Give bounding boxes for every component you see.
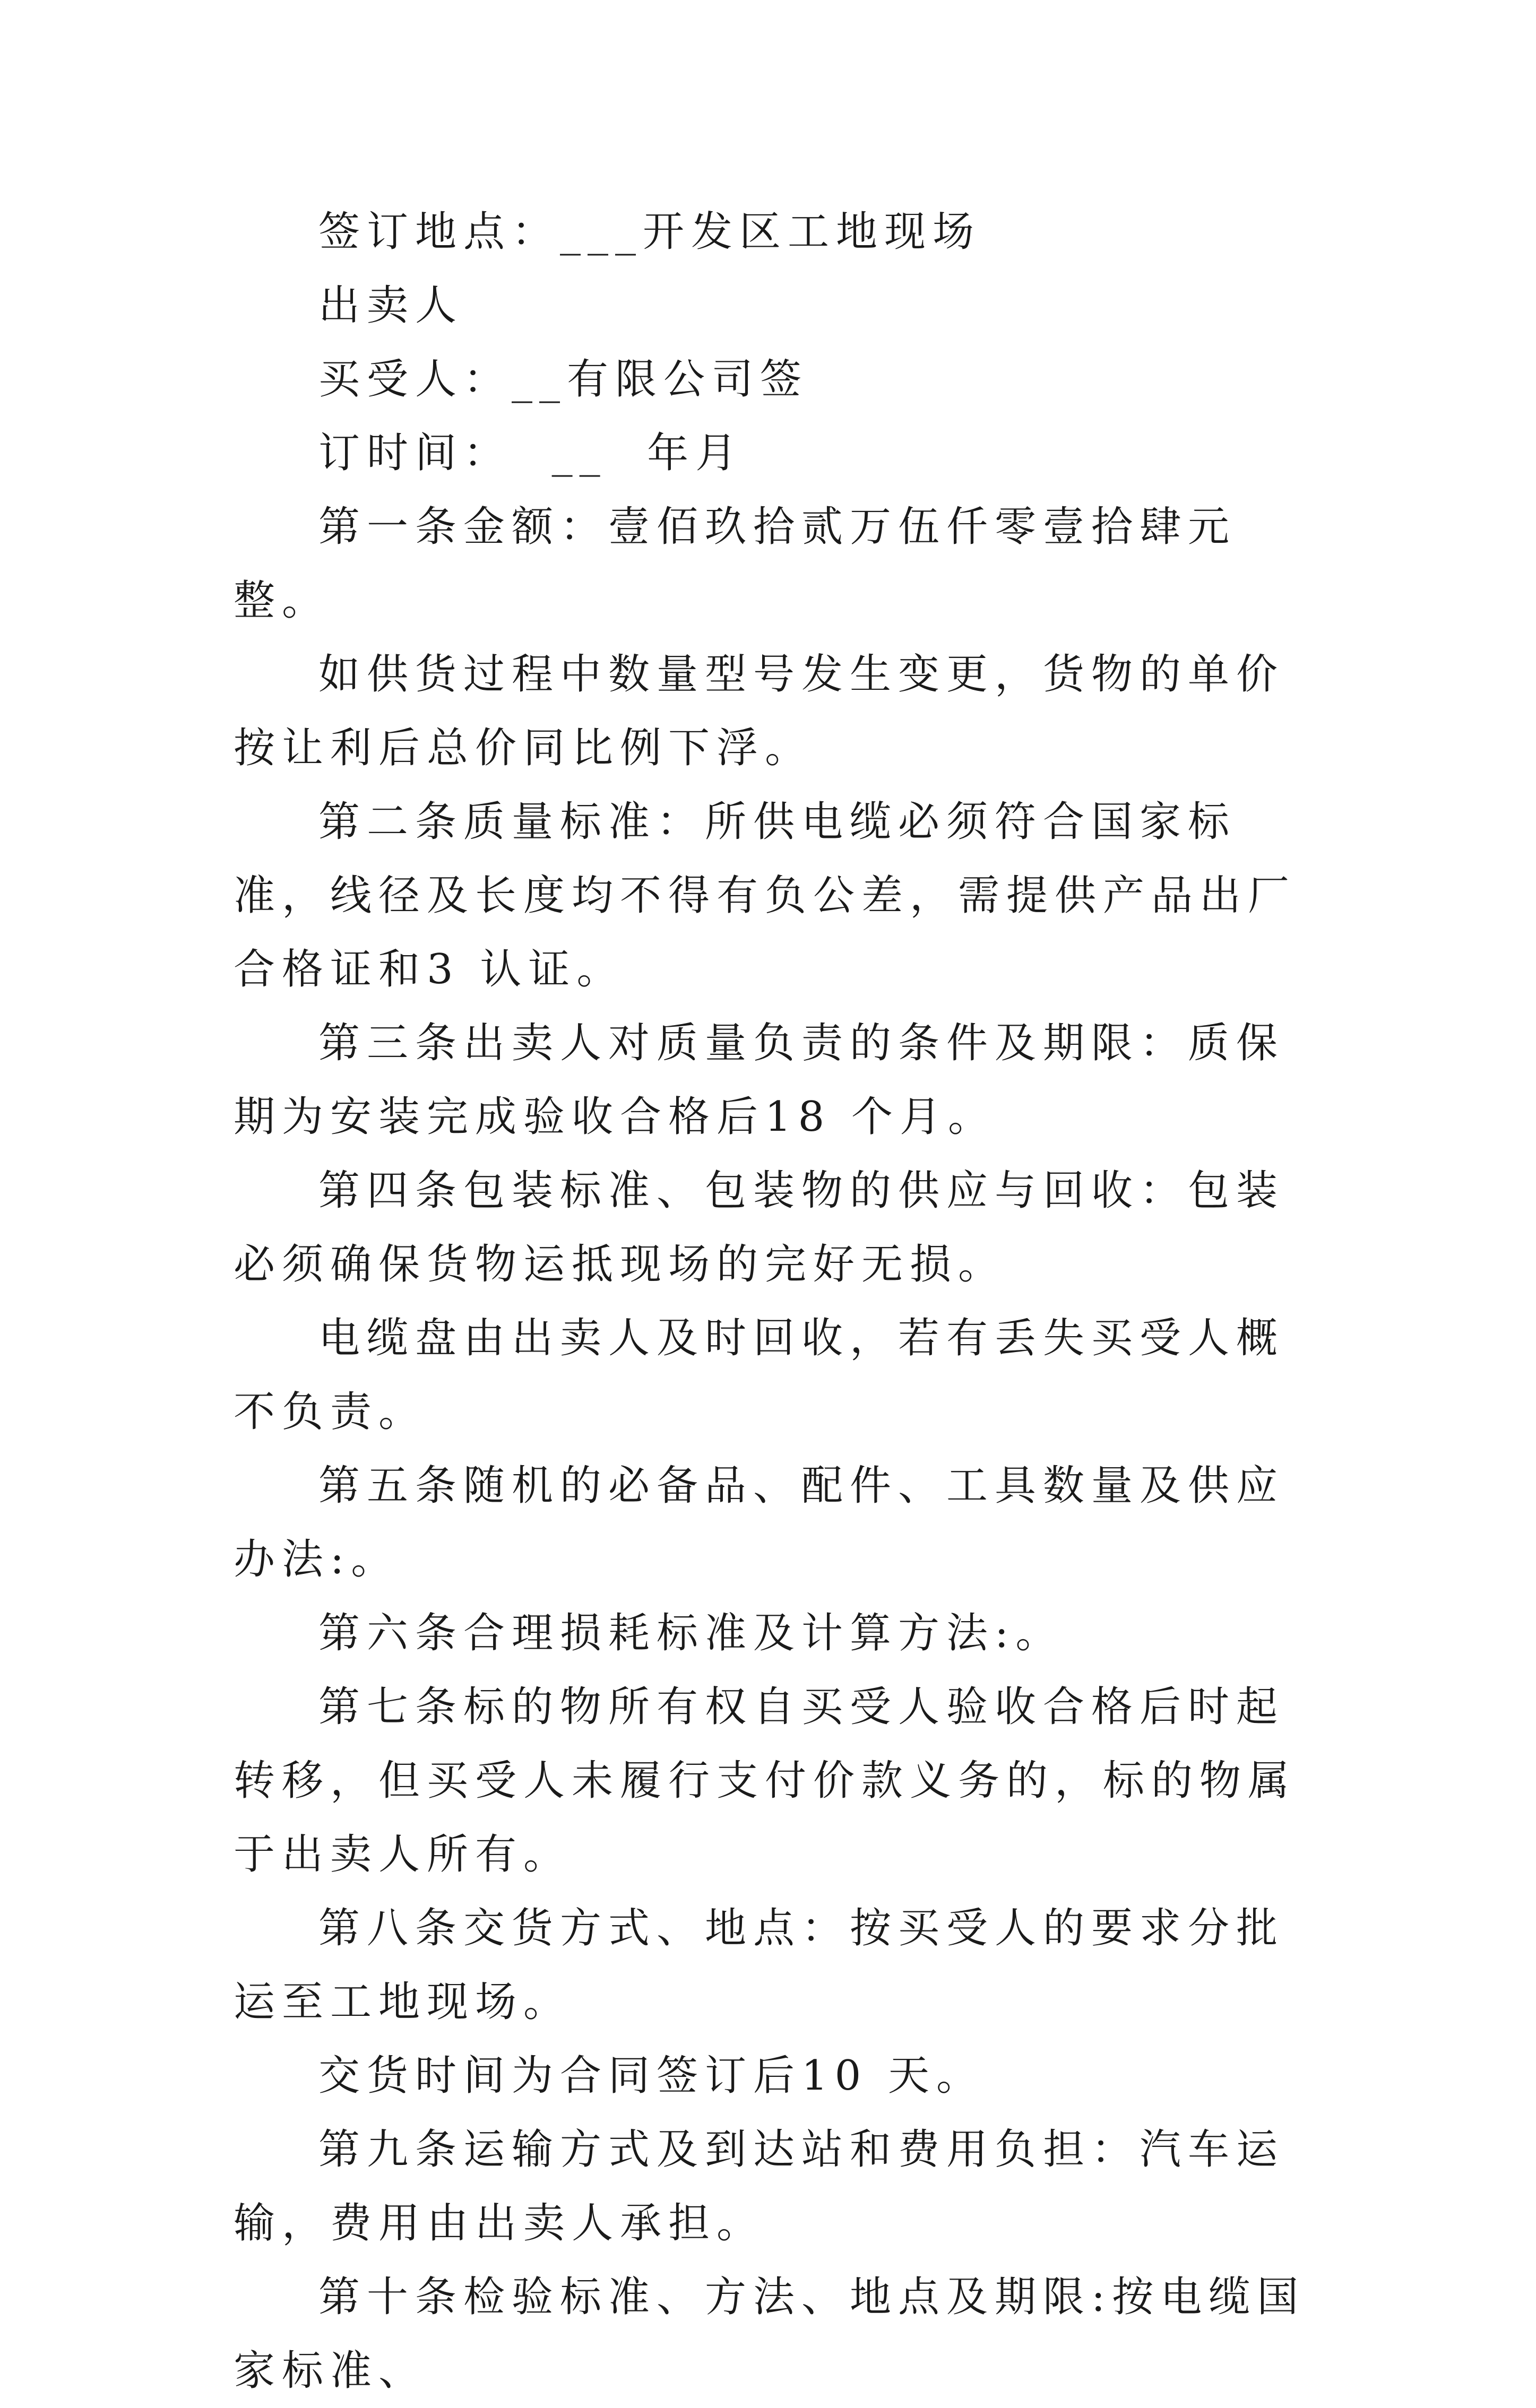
paragraph-cable-reel: 电缆盘由出卖人及时回收，若有丢失买受人概不负责。 — [234, 1314, 1285, 1436]
paragraph-article-4: 第四条包装标准、包装物的供应与回收：包装必须确保货物运抵现场的完好无损。 — [234, 1167, 1285, 1288]
paragraph-seller: 出卖人 — [318, 282, 464, 330]
paragraph-article-2: 第二条质量标准：所供电缆必须符合国家标准，线径及长度均不得有负公差，需提供产品出厂合格证和3 认证。 — [234, 798, 1297, 993]
paragraph-signing-time: 订时间： __ 年月 — [318, 429, 744, 477]
paragraph-article-9: 第九条运输方式及到达站和费用负担：汽车运输，费用由出卖人承担。 — [234, 2126, 1285, 2247]
paragraph-article-6: 第六条合理损耗标准及计算方法:。 — [318, 1609, 1064, 1657]
document-body — [234, 195, 1327, 2408]
paragraph-article-7: 第七条标的物所有权自买受人验收合格后时起转移，但买受人未履行支付价款义务的，标的物属于出卖人所有。 — [234, 1683, 1297, 1878]
paragraph-delivery-time: 交货时间为合同签订后10 天。 — [318, 2052, 985, 2100]
paragraph-buyer: 买受人：__有限公司签 — [318, 356, 809, 403]
paragraph-article-3: 第三条出卖人对质量负责的条件及期限：质保期为安装完成验收合格后18 个月。 — [234, 1019, 1285, 1141]
paragraph-article-10: 第十条检验标准、方法、地点及期限:按电缆国家标准、 — [234, 2273, 1306, 2395]
paragraph-article-1: 第一条金额：壹佰玖拾贰万伍仟零壹拾肆元整。 — [234, 503, 1237, 625]
paragraph-article-8: 第八条交货方式、地点：按买受人的要求分批运至工地现场。 — [234, 1904, 1285, 2026]
paragraph-article-5: 第五条随机的必备品、配件、工具数量及供应办法:。 — [234, 1462, 1285, 1583]
paragraph-signing-place: 签订地点：___开发区工地现场 — [318, 208, 981, 256]
paragraph-price-adjustment: 如供货过程中数量型号发生变更，货物的单价按让利后总价同比例下浮。 — [234, 651, 1285, 772]
